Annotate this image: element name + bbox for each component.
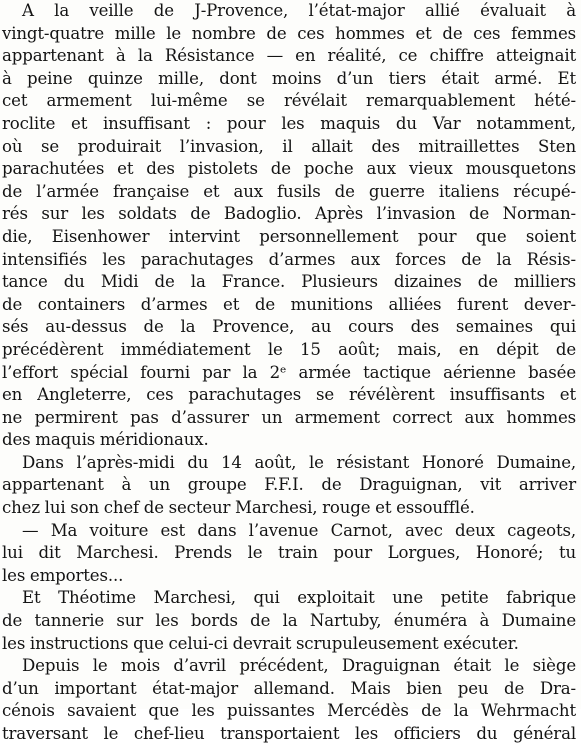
text-line: sés au-dessus de la Provence, au cours des semaines qui — [2, 317, 576, 337]
text-line: de tannerie sur les bords de la Nartuby, énuméra à Dumaine — [2, 611, 576, 631]
text-line: A la veille de J-Provence, l’état-major allié évaluait à — [22, 1, 576, 20]
text-line: à peine quinze mille, dont moins d’un tiers était armé. Et — [2, 68, 576, 88]
text-line: tance du Midi de la France. Plusieurs dizaines de milliers — [2, 272, 576, 292]
text-line: roclite et insuffisant : pour les maquis du Var notamment, — [2, 113, 576, 133]
text-line: appartenant à la Résistance — en réalité, ce chiffre atteignait — [2, 46, 576, 66]
text-line: où se produirait l’invasion, il allait des mitraillettes Sten — [2, 136, 576, 156]
text-line: chez lui son chef de secteur Marchesi, rouge et essoufflé. — [2, 498, 475, 518]
text-line: précédèrent immédiatement le 15 août; mais, en dépit de — [2, 339, 576, 359]
text-line: l’effort spécial fourni par la 2ᵉ armée tactique aérienne basée — [2, 362, 576, 382]
text-line: cet armement lui-même se révélait remarquablement hété- — [2, 91, 576, 111]
text-line: en Angleterre, ces parachutages se révélèrent insuffisants et — [2, 385, 576, 405]
text-line: de containers d’armes et de munitions alliées furent dever- — [2, 294, 576, 314]
text-line: parachutées et des pistolets de poche aux vieux mousquetons — [2, 159, 576, 179]
text-line: des maquis méridionaux. — [2, 430, 209, 450]
text-line: Depuis le mois d’avril précédent, Draguignan était le siège — [22, 656, 576, 676]
text-line: cénois savaient que les puissantes Mercédès de la Wehrmacht — [2, 701, 576, 721]
text-line: ne permirent pas d’assurer un armement correct aux hommes — [2, 407, 576, 427]
text-line: rés sur les soldats de Badoglio. Après l’invasion de Norman- — [2, 204, 576, 224]
body-text — [2, 0, 576, 746]
text-line: lui dit Marchesi. Prends le train pour Lorgues, Honoré; tu — [2, 543, 576, 563]
text-line: appartenant à un groupe F.F.I. de Draguignan, vit arriver — [2, 475, 576, 495]
text-line: die, Eisenhower intervint personnellement pour que soient — [2, 226, 576, 246]
text-line: — Ma voiture est dans l’avenue Carnot, avec deux cageots, — [22, 520, 576, 540]
text-line: les emportes... — [2, 565, 124, 585]
text-line: les instructions que celui-ci devrait scrupuleusement exécuter. — [2, 633, 519, 653]
text-line: intensifiés les parachutages d’armes aux forces de la Résis- — [2, 249, 576, 269]
text-line: vingt-quatre mille le nombre de ces hommes et de ces femmes — [2, 23, 576, 43]
text-line: d’un important état-major allemand. Mais bien peu de Dra- — [2, 678, 576, 698]
text-line: de l’armée française et aux fusils de guerre italiens récupé- — [2, 181, 576, 201]
text-line: traversant le chef-lieu transportaient les officiers du général — [2, 724, 576, 743]
text-line: Et Théotime Marchesi, qui exploitait une petite fabrique — [22, 588, 576, 608]
text-line: Dans l’après-midi du 14 août, le résistant Honoré Dumaine, — [22, 452, 576, 472]
